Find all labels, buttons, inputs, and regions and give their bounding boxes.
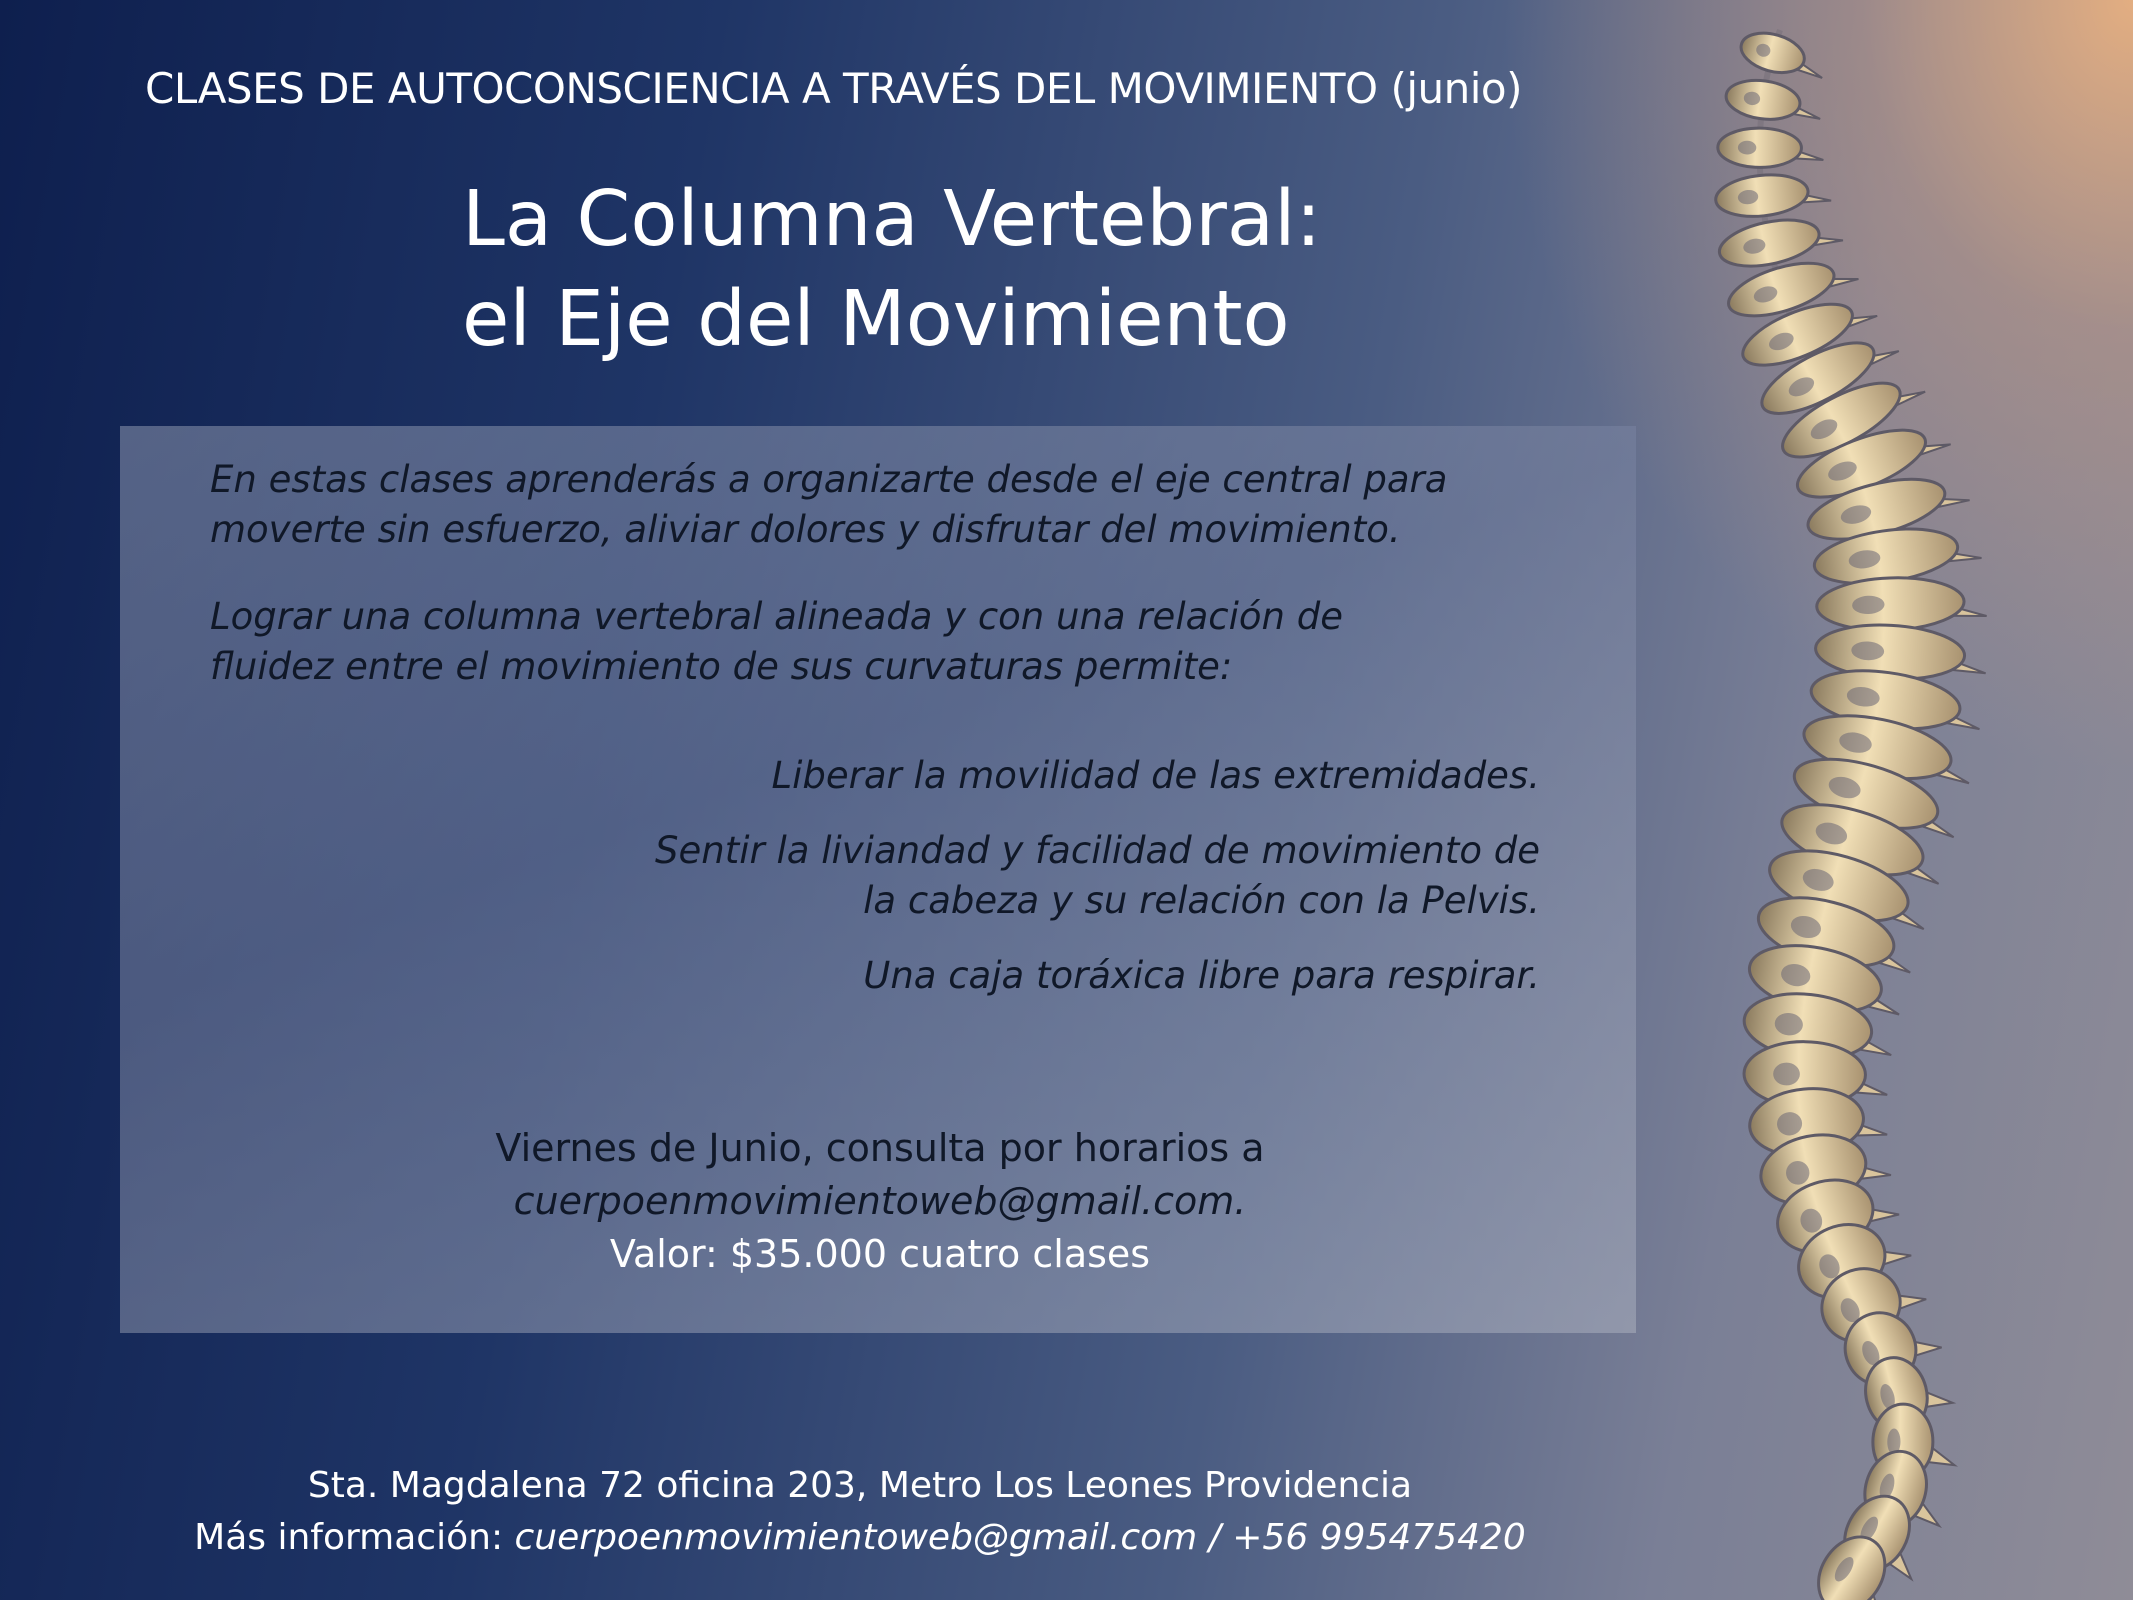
benefits-intro-line-2: fluidez entre el movimiento de sus curvaturas permite: bbox=[210, 645, 1233, 688]
footer-address: Sta. Magdalena 72 oficina 203, Metro Los Leones Providencia bbox=[307, 1465, 1413, 1506]
benefit-1-text: Liberar la movilidad de las extremidades. bbox=[771, 754, 1540, 797]
vertebrae-group bbox=[1714, 27, 1988, 1600]
spine-illustration bbox=[1700, 20, 2000, 1600]
benefit-2-line-1: Sentir la liviandad y facilidad de movimiento de bbox=[655, 829, 1540, 872]
benefit-item-2 bbox=[655, 826, 1540, 926]
footer-contact: cuerpoenmovimientoweb@gmail.com / +56 995475420 bbox=[514, 1517, 1526, 1558]
vertebra bbox=[1718, 128, 1824, 168]
vertebra bbox=[1714, 168, 1832, 220]
intro-line-2: moverte sin esfuerzo, aliviar dolores y disfrutar del movimiento. bbox=[210, 508, 1401, 551]
page-title bbox=[462, 170, 1562, 370]
vertebra bbox=[1737, 27, 1830, 85]
top-heading: CLASES DE AUTOCONSCIENCIA A TRAVÉS DEL MOVIMIENTO (junio) bbox=[145, 64, 1523, 113]
footer-info bbox=[150, 1512, 1570, 1564]
vertebra-body bbox=[1724, 76, 1803, 123]
vertebra-body bbox=[1714, 171, 1810, 221]
schedule-block bbox=[380, 1122, 1380, 1281]
footer bbox=[150, 1460, 1570, 1564]
benefit-3-text: Una caja toráxica libre para respirar. bbox=[863, 954, 1540, 997]
benefits-intro-line-1: Lograr una columna vertebral alineada y con una relación de bbox=[210, 595, 1343, 638]
schedule-text: Viernes de Junio, consulta por horarios a bbox=[495, 1126, 1265, 1170]
title-line-2: el Eje del Movimiento bbox=[462, 275, 1290, 364]
schedule-email: cuerpoenmovimientoweb@gmail.com. bbox=[513, 1179, 1247, 1223]
vertebra bbox=[1724, 76, 1824, 126]
intro-paragraph bbox=[210, 455, 1590, 555]
benefit-2-line-2: la cabeza y su relación con la Pelvis. bbox=[863, 879, 1540, 922]
vertebra-shadow bbox=[1738, 141, 1757, 155]
benefits-intro-paragraph bbox=[210, 592, 1590, 692]
benefit-item-1 bbox=[772, 751, 1540, 801]
vertebra bbox=[1715, 208, 1844, 274]
price-text: Valor: $35.000 cuatro clases bbox=[609, 1232, 1151, 1276]
vertebra-body bbox=[1718, 128, 1802, 168]
title-line-1: La Columna Vertebral: bbox=[462, 175, 1322, 264]
footer-info-label: Más información: bbox=[194, 1517, 515, 1558]
vertebra-body bbox=[1737, 27, 1809, 80]
intro-line-1: En estas clases aprenderás a organizarte desde el eje central para bbox=[210, 458, 1448, 501]
benefit-item-3 bbox=[863, 951, 1540, 1001]
